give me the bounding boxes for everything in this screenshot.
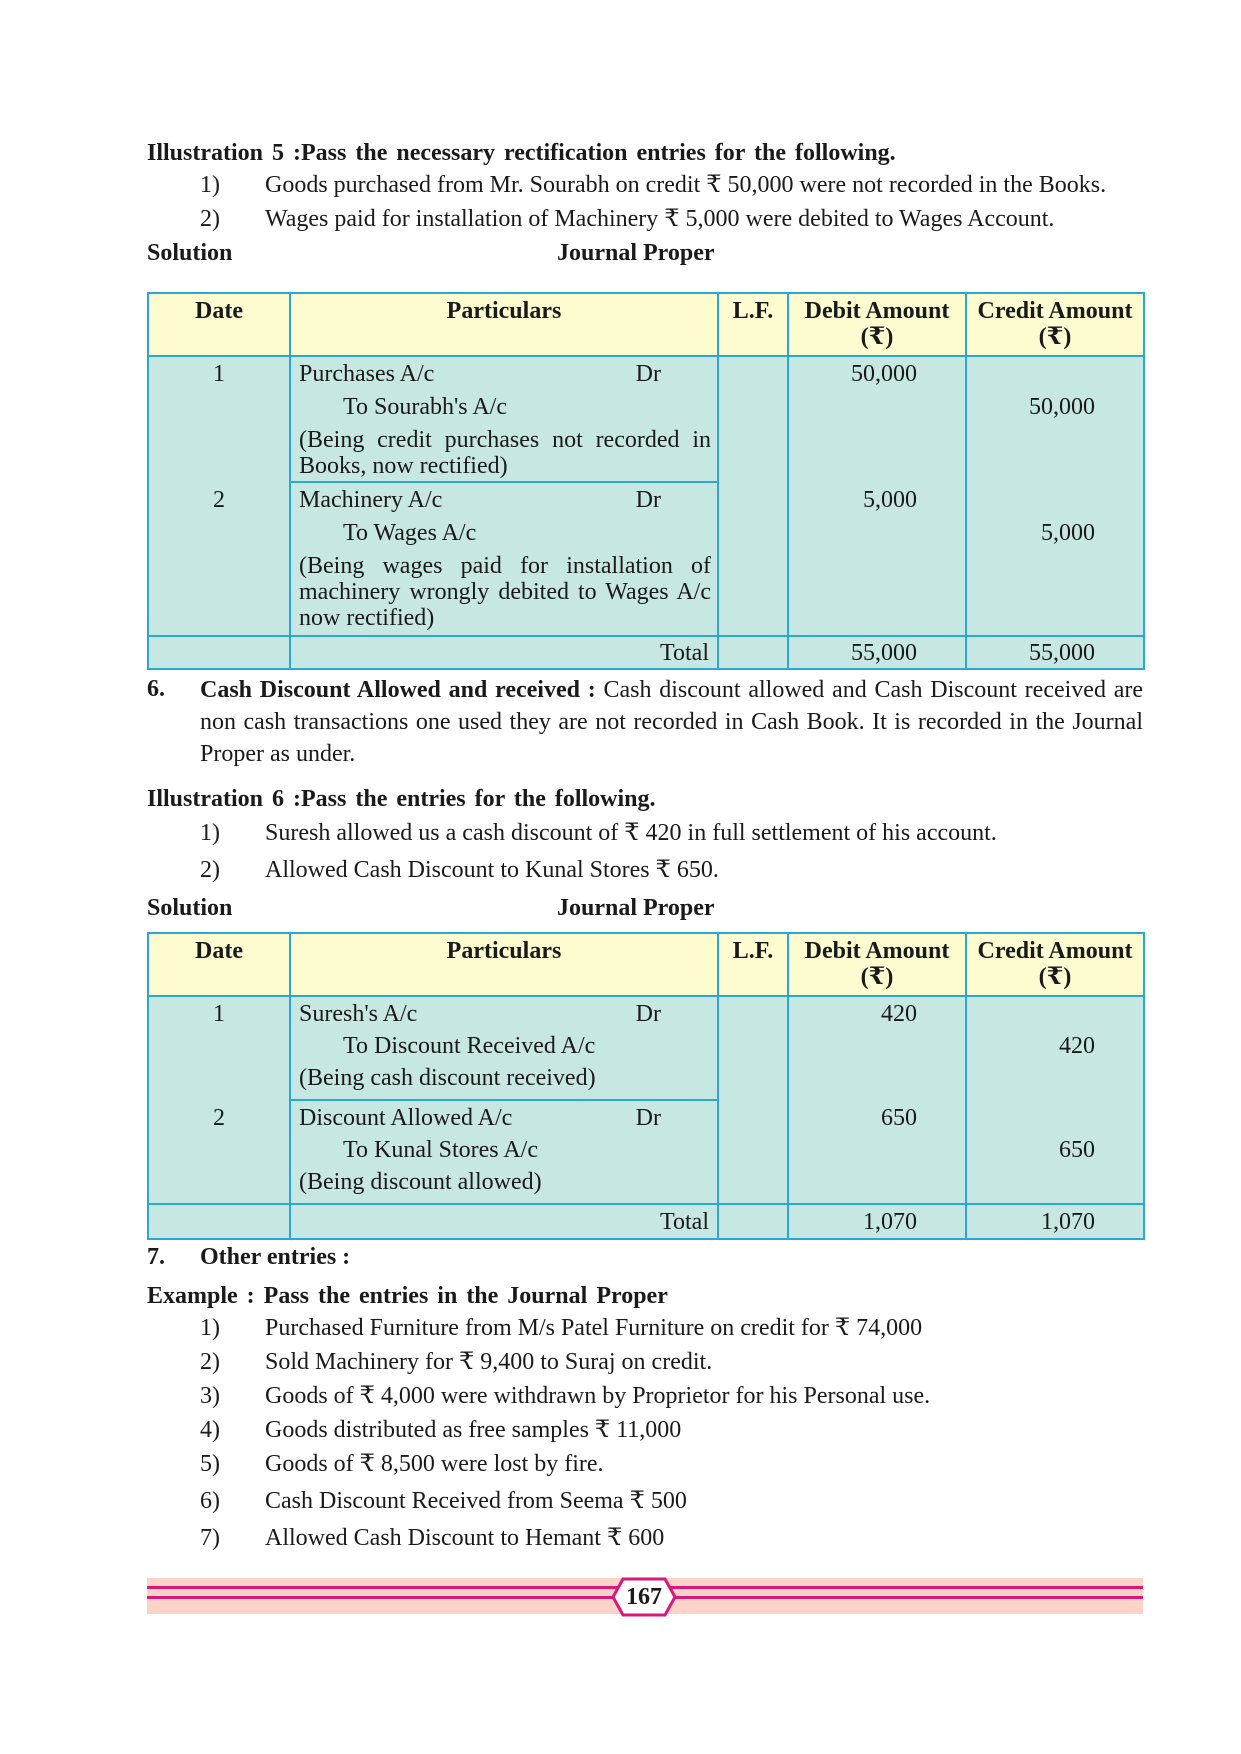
- header-debit-label: Debit Amount: [804, 298, 950, 324]
- narration: (Being cash discount received): [299, 1065, 596, 1091]
- list-item: Goods purchased from Mr. Sourabh on credit ₹ 50,000 were not recorded in the Books.: [265, 172, 1107, 198]
- entry-date: 2: [213, 1105, 225, 1131]
- debit-account: Suresh's A/c: [299, 1001, 418, 1027]
- page-number: 167: [626, 1584, 662, 1610]
- list-number: 6): [200, 1488, 220, 1514]
- credit-account: To Discount Received A/c: [343, 1033, 596, 1059]
- list-number: 1): [200, 172, 220, 198]
- list-item: Cash Discount Received from Seema ₹ 500: [265, 1488, 687, 1514]
- list-item: Goods distributed as free samples ₹ 11,000: [265, 1417, 682, 1443]
- section-6-text: Cash discount allowed and Cash Discount received are non cash transactions one used they are not recorded in Cash Book. It is recorded in the Journal Proper as under.: [200, 677, 1143, 767]
- dr-label: Dr: [635, 361, 661, 387]
- header-particulars: Particulars: [290, 933, 718, 996]
- list-number: 1): [200, 820, 220, 846]
- total-credit: 1,070: [966, 1204, 1144, 1239]
- total-date-cell: [148, 636, 290, 669]
- header-credit-unit: (₹): [1038, 324, 1072, 350]
- list-number: 3): [200, 1383, 220, 1409]
- journal-entry: [291, 483, 717, 631]
- header-credit-unit: (₹): [1038, 964, 1072, 990]
- debit-column: [788, 996, 966, 1204]
- credit-account: To Kunal Stores A/c: [343, 1137, 538, 1163]
- total-debit: 55,000: [788, 636, 966, 669]
- journal-title: Journal Proper: [557, 895, 715, 921]
- list-item: Wages paid for installation of Machinery ₹ 5,000 were debited to Wages Account.: [265, 206, 1055, 232]
- example-title: Example : Pass the entries in the Journal Proper: [147, 1283, 668, 1309]
- credit-amount: 650: [1059, 1137, 1095, 1163]
- list-item: Allowed Cash Discount to Hemant ₹ 600: [265, 1525, 665, 1551]
- journal-table-1: [147, 292, 1145, 670]
- list-number: 1): [200, 1315, 220, 1341]
- lf-column: [718, 996, 788, 1204]
- journal-entry: [291, 1101, 717, 1195]
- credit-column: [966, 356, 1144, 636]
- header-date: Date: [148, 293, 290, 356]
- particulars-column: [290, 996, 718, 1204]
- header-lf: L.F.: [718, 293, 788, 356]
- list-item: Goods of ₹ 4,000 were withdrawn by Proprietor for his Personal use.: [265, 1383, 931, 1409]
- credit-column: [966, 996, 1144, 1204]
- illustration-6-title: Illustration 6 :Pass the entries for the following.: [147, 786, 656, 812]
- list-item: Sold Machinery for ₹ 9,400 to Suraj on credit.: [265, 1349, 713, 1375]
- debit-account: Machinery A/c: [299, 487, 443, 513]
- list-number: 4): [200, 1417, 220, 1443]
- header-credit: [966, 293, 1144, 356]
- journal-entry: [291, 997, 717, 1101]
- list-item: Goods of ₹ 8,500 were lost by fire.: [265, 1451, 604, 1477]
- debit-amount: 420: [881, 1001, 917, 1027]
- header-debit-unit: (₹): [860, 324, 894, 350]
- illustration-5-title: Illustration 5 :Pass the necessary rectification entries for the following.: [147, 140, 896, 166]
- dr-label: Dr: [635, 1001, 661, 1027]
- credit-account: To Sourabh's A/c: [343, 394, 507, 420]
- header-credit: [966, 933, 1144, 996]
- date-column: [148, 356, 290, 636]
- dr-label: Dr: [635, 1105, 661, 1131]
- header-debit: [788, 933, 966, 996]
- header-credit-label: Credit Amount: [977, 938, 1133, 964]
- section-6-paragraph: [200, 674, 1143, 770]
- entry-date: 1: [213, 1001, 225, 1027]
- list-number: 7): [200, 1525, 220, 1551]
- total-label: Total: [290, 1204, 718, 1239]
- list-number: 5): [200, 1451, 220, 1477]
- journal-entry: [291, 357, 717, 483]
- section-6-number: 6.: [147, 676, 165, 702]
- journal-title: Journal Proper: [557, 240, 715, 266]
- header-debit-label: Debit Amount: [804, 938, 950, 964]
- credit-amount: 50,000: [1029, 394, 1095, 420]
- credit-account: To Wages A/c: [343, 520, 477, 546]
- debit-amount: 5,000: [863, 487, 917, 513]
- total-label: Total: [290, 636, 718, 669]
- total-lf-cell: [718, 636, 788, 669]
- list-number: 2): [200, 857, 220, 883]
- solution-label: Solution: [147, 895, 233, 921]
- total-date-cell: [148, 1204, 290, 1239]
- list-item: Allowed Cash Discount to Kunal Stores ₹ 650.: [265, 857, 719, 883]
- debit-column: [788, 356, 966, 636]
- entry-date: 2: [213, 487, 225, 513]
- lf-column: [718, 356, 788, 636]
- date-column: [148, 996, 290, 1204]
- credit-amount: 5,000: [1041, 520, 1095, 546]
- header-debit: [788, 293, 966, 356]
- narration: (Being wages paid for installation of machinery wrongly debited to Wages A/c now rectified): [299, 553, 711, 631]
- debit-amount: 650: [881, 1105, 917, 1131]
- section-6-heading: Cash Discount Allowed and received :: [200, 677, 596, 703]
- journal-table-2: [147, 932, 1145, 1240]
- debit-account: Purchases A/c: [299, 361, 435, 387]
- section-7-number: 7.: [147, 1244, 165, 1270]
- header-particulars: Particulars: [290, 293, 718, 356]
- credit-amount: 420: [1059, 1033, 1095, 1059]
- header-credit-label: Credit Amount: [977, 298, 1133, 324]
- particulars-column: [290, 356, 718, 636]
- header-lf: L.F.: [718, 933, 788, 996]
- total-debit: 1,070: [788, 1204, 966, 1239]
- section-7-heading: Other entries :: [200, 1244, 351, 1270]
- entry-date: 1: [213, 361, 225, 387]
- list-number: 2): [200, 206, 220, 232]
- narration: (Being credit purchases not recorded in Books, now rectified): [299, 427, 711, 479]
- list-number: 2): [200, 1349, 220, 1375]
- total-credit: 55,000: [966, 636, 1144, 669]
- debit-amount: 50,000: [851, 361, 917, 387]
- list-item: Suresh allowed us a cash discount of ₹ 420 in full settlement of his account.: [265, 820, 997, 846]
- narration: (Being discount allowed): [299, 1169, 542, 1195]
- header-date: Date: [148, 933, 290, 996]
- dr-label: Dr: [635, 487, 661, 513]
- list-item: Purchased Furniture from M/s Patel Furniture on credit for ₹ 74,000: [265, 1315, 923, 1341]
- total-lf-cell: [718, 1204, 788, 1239]
- debit-account: Discount Allowed A/c: [299, 1105, 513, 1131]
- header-debit-unit: (₹): [860, 964, 894, 990]
- solution-label: Solution: [147, 240, 233, 266]
